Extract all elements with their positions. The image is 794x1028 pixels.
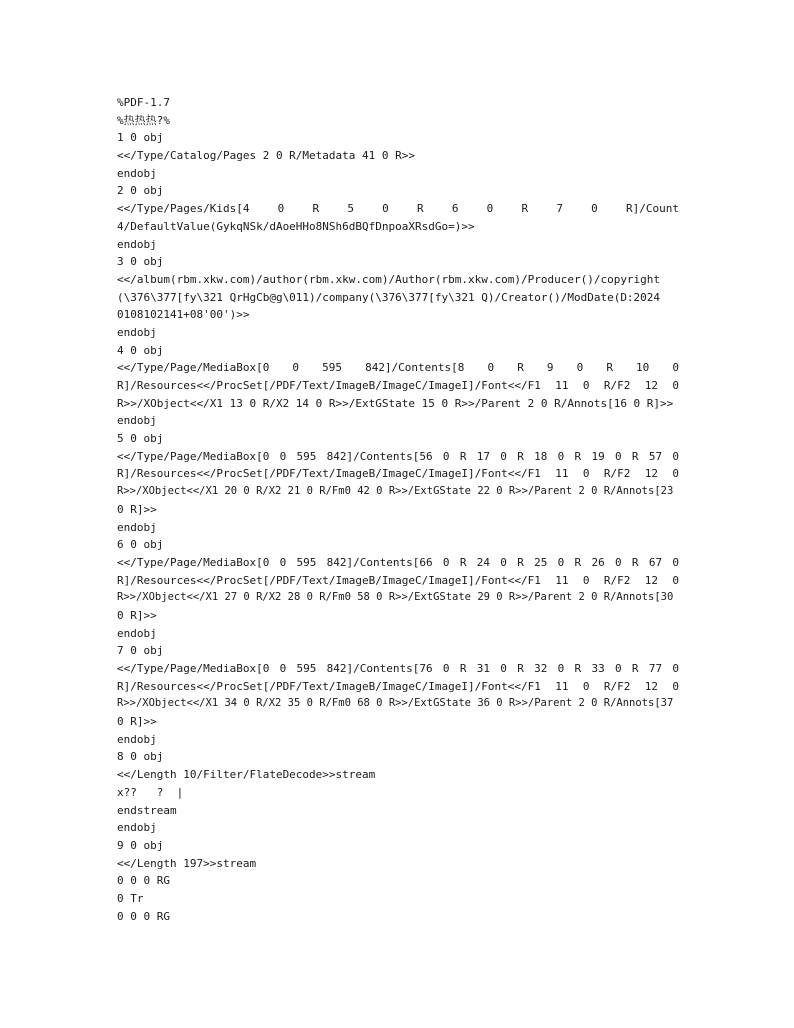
document-line: 4/DefaultValue(GykqNSk/dAoeHHo8NSh6dBQfDnpoaXRsdGo=)>> <box>117 219 475 233</box>
document-line: <</Type/Page/MediaBox[0 0 595 842]/Contents[66 0 R 24 0 R 25 0 R 26 0 R 67 0 <box>117 555 679 569</box>
document-line: 0 R]>> <box>117 715 157 729</box>
document-line: 5 0 obj <box>117 432 164 446</box>
document-line: 2 0 obj <box>117 184 164 198</box>
document-line: endobj <box>117 237 157 251</box>
document-line: R>>/XObject<</X1 27 0 R/X2 28 0 R/Fm0 58 0 R>>/ExtGState 29 0 R>>/Parent 2 0 R/Annots[30 <box>117 591 674 604</box>
raw-pdf-source-text <box>117 94 679 925</box>
document-line: <</album(rbm.xkw.com)/author(rbm.xkw.com)/Author(rbm.xkw.com)/Producer()/copyright <box>117 272 661 286</box>
document-line: 0 0 0 RG <box>117 874 170 888</box>
document-line: endstream <box>117 803 177 817</box>
document-line: x?? ? | <box>117 785 184 799</box>
document-line: endobj <box>117 821 157 835</box>
document-line: <</Type/Page/MediaBox[0 0 595 842]/Contents[76 0 R 31 0 R 32 0 R 33 0 R 77 0 <box>117 662 679 675</box>
document-line: <</Length 197>>stream <box>117 856 257 870</box>
document-line: <</Length 10/Filter/FlateDecode>>stream <box>117 768 376 782</box>
document-line: 0 0 0 RG <box>117 909 170 923</box>
document-line: <</Type/Catalog/Pages 2 0 R/Metadata 41 0 R>> <box>117 149 416 163</box>
document-line: endobj <box>117 520 157 534</box>
document-line: R>>/XObject<</X1 20 0 R/X2 21 0 R/Fm0 42 0 R>>/ExtGState 22 0 R>>/Parent 2 0 R/Annots[23 <box>117 485 674 498</box>
document-line: %PDF-1.7 <box>117 96 170 109</box>
document-line: %热热热?% <box>117 113 170 127</box>
document-line: <</Type/Page/MediaBox[0 0 595 842]/Contents[56 0 R 17 0 R 18 0 R 19 0 R 57 0 <box>117 449 679 463</box>
document-line: (\376\377[fy\321 QrHgCb@g\011)/company(\376\377[fy\321 Q)/Creator()/ModDate(D:2024 <box>117 290 661 304</box>
document-line: R]/Resources<</ProcSet[/PDF/Text/ImageB/ImageC/ImageI]/Font<</F1 11 0 R/F2 12 0 <box>117 679 679 693</box>
document-line: 9 0 obj <box>117 838 164 852</box>
document-line: <</Type/Page/MediaBox[0 0 595 842]/Contents[8 0 R 9 0 R 10 0 <box>117 361 679 375</box>
document-line: R]/Resources<</ProcSet[/PDF/Text/ImageB/ImageC/ImageI]/Font<</F1 11 0 R/F2 12 0 <box>117 573 679 587</box>
document-line: endobj <box>117 166 157 180</box>
document-line: endobj <box>117 626 157 640</box>
document-line: endobj <box>117 732 157 746</box>
document-line: 0108102141+08'00')>> <box>117 308 250 322</box>
document-line: R>>/XObject<</X1 13 0 R/X2 14 0 R>>/ExtGState 15 0 R>>/Parent 2 0 R/Annots[16 0 R]>> <box>117 396 674 410</box>
document-line: R]/Resources<</ProcSet[/PDF/Text/ImageB/ImageC/ImageI]/Font<</F1 11 0 R/F2 12 0 <box>117 379 679 392</box>
document-line: R]/Resources<</ProcSet[/PDF/Text/ImageB/ImageC/ImageI]/Font<</F1 11 0 R/F2 12 0 <box>117 467 679 481</box>
document-line: endobj <box>117 414 157 428</box>
document-line: 1 0 obj <box>117 131 164 145</box>
document-line: 6 0 obj <box>117 538 164 552</box>
document-line: 0 Tr <box>117 891 144 905</box>
document-line: endobj <box>117 325 157 339</box>
document-line: 0 R]>> <box>117 608 157 622</box>
document-line: 7 0 obj <box>117 644 164 658</box>
document-line: 4 0 obj <box>117 343 164 357</box>
document-line: 8 0 obj <box>117 750 164 764</box>
document-line: R>>/XObject<</X1 34 0 R/X2 35 0 R/Fm0 68 0 R>>/ExtGState 36 0 R>>/Parent 2 0 R/Annots[37 <box>117 697 674 710</box>
document-line: <</Type/Pages/Kids[4 0 R 5 0 R 6 0 R 7 0 R]/Count <box>117 202 679 216</box>
document-line: 3 0 obj <box>117 255 164 269</box>
document-line: 0 R]>> <box>117 502 157 516</box>
